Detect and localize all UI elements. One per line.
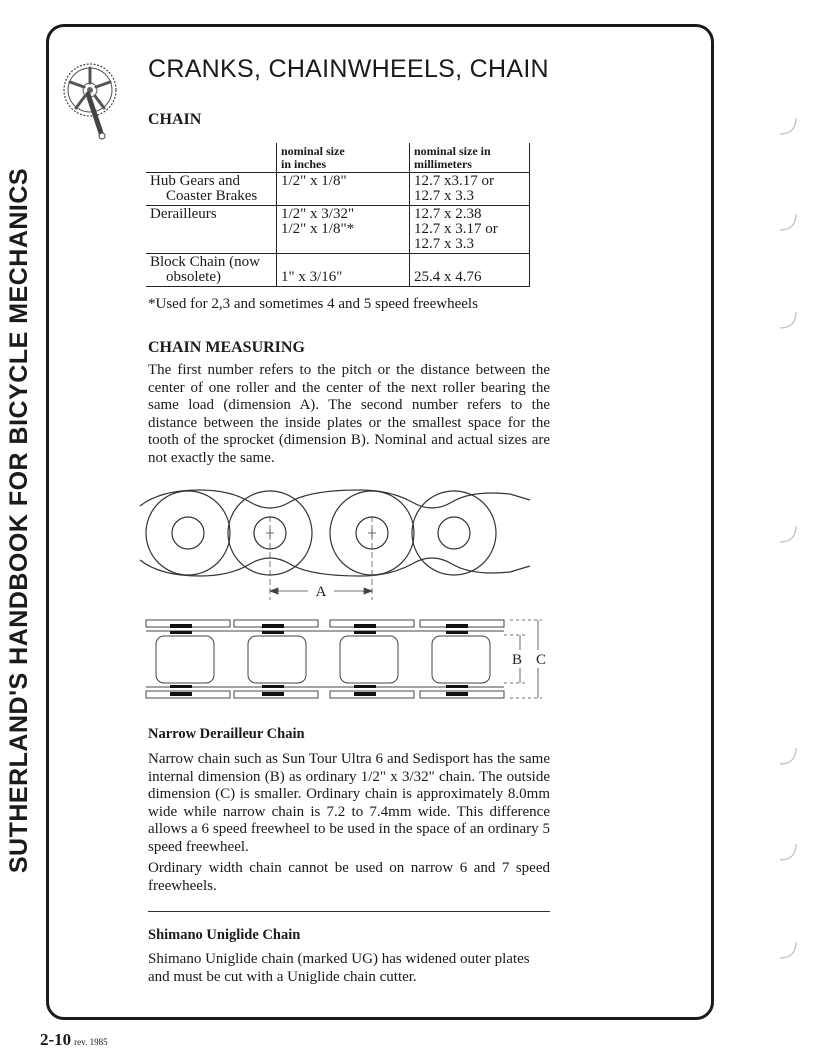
binder-tab-icon bbox=[766, 104, 806, 144]
table-cell-type: Hub Gears and Coaster Brakes bbox=[146, 173, 277, 206]
table-cell-type: Block Chain (now obsolete) bbox=[146, 254, 277, 287]
chain-measuring-text: The first number refers to the pitch or the distance between the center of one roller and the center of the next roller bearing the same load (dimension A). The second number refers to the distance between the inside plates or the smallest space for the tooth of the sprocket (dimension B). Nominal and actual sizes are not exactly the same. bbox=[148, 362, 550, 466]
header-inches: nominal size in inches bbox=[281, 144, 345, 171]
chain-link-outline bbox=[412, 491, 496, 575]
uniglide-heading: Shimano Uniglide Chain bbox=[148, 927, 301, 943]
binder-tab-icon bbox=[766, 200, 806, 240]
table-cell-mm: 12.7 x 2.38 12.7 x 3.17 or 12.7 x 3.3 bbox=[410, 206, 530, 254]
page-title: CRANKS, CHAINWHEELS, CHAIN bbox=[148, 55, 549, 83]
table-footnote: *Used for 2,3 and sometimes 4 and 5 speed freewheels bbox=[148, 296, 478, 312]
dimension-b-label: B bbox=[511, 652, 523, 668]
chain-size-table bbox=[146, 143, 530, 287]
chain-heading: CHAIN bbox=[148, 111, 202, 128]
spine-title bbox=[0, 20, 40, 1020]
revision-label: rev. 1985 bbox=[74, 1037, 108, 1047]
dimension-c-label: C bbox=[535, 652, 547, 668]
narrow-chain-note: Ordinary width chain cannot be used on narrow 6 and 7 speed freewheels. bbox=[148, 860, 550, 894]
table-row bbox=[146, 254, 530, 287]
binder-tab-icon bbox=[766, 512, 806, 552]
spine-title-text: SUTHERLAND'S HANDBOOK FOR BICYCLE MECHANICS bbox=[5, 167, 34, 873]
roller-block bbox=[156, 636, 214, 683]
table-cell-mm: 12.7 x3.17 or 12.7 x 3.3 bbox=[410, 173, 530, 206]
chain-measuring-heading: CHAIN MEASURING bbox=[148, 339, 305, 356]
roller-block bbox=[432, 636, 490, 683]
binder-tab-icon bbox=[766, 928, 806, 968]
header-mm: nominal size in millimeters bbox=[414, 144, 491, 171]
roller-block bbox=[248, 636, 306, 683]
table-cell-mm: 25.4 x 4.76 bbox=[410, 254, 530, 287]
narrow-chain-text: Narrow chain such as Sun Tour Ultra 6 and Sedisport has the same internal dimension (B) as ordinary 1/2" x 3/32" chain. The outside dimension (C) is smaller. Ordinary chain is approximately 8.0mm wide while narrow chain is 7.2 to 7.4mm wide. This difference allows a 6 speed freewheel to be used in the space of an ordinary 5 speed freewheel. bbox=[148, 751, 550, 855]
binder-tab-icon bbox=[766, 830, 806, 870]
table-header-cell bbox=[410, 143, 530, 173]
crankset-icon bbox=[58, 56, 118, 146]
table-header-row bbox=[146, 143, 530, 173]
roller-circle bbox=[172, 517, 204, 549]
table-cell-inches: 1/2" x 1/8" bbox=[277, 173, 410, 206]
table-header-cell bbox=[146, 143, 277, 173]
table-row bbox=[146, 173, 530, 206]
page-number-value: 2-10 bbox=[40, 1030, 72, 1049]
binder-tab-icon bbox=[766, 298, 806, 338]
table-header-cell bbox=[277, 143, 410, 173]
binder-tab-icon bbox=[766, 734, 806, 774]
roller-block bbox=[340, 636, 398, 683]
chain-side-view-diagram bbox=[130, 476, 550, 601]
table-cell-type: Derailleurs bbox=[146, 206, 277, 254]
table-cell-inches: 1/2" x 3/32" 1/2" x 1/8"* bbox=[277, 206, 410, 254]
table-row bbox=[146, 206, 530, 254]
chain-top-view-diagram bbox=[140, 614, 560, 710]
page-number bbox=[40, 1030, 108, 1050]
table-cell-inches: 1" x 3/16" bbox=[277, 254, 410, 287]
roller-circle bbox=[438, 517, 470, 549]
chain-link-outline bbox=[146, 491, 230, 575]
dimension-a-label: A bbox=[315, 584, 327, 600]
narrow-chain-heading: Narrow Derailleur Chain bbox=[148, 726, 305, 742]
section-divider bbox=[148, 911, 550, 912]
uniglide-text: Shimano Uniglide chain (marked UG) has widened outer plates and must be cut with a Uniglide chain cutter. bbox=[148, 951, 530, 985]
